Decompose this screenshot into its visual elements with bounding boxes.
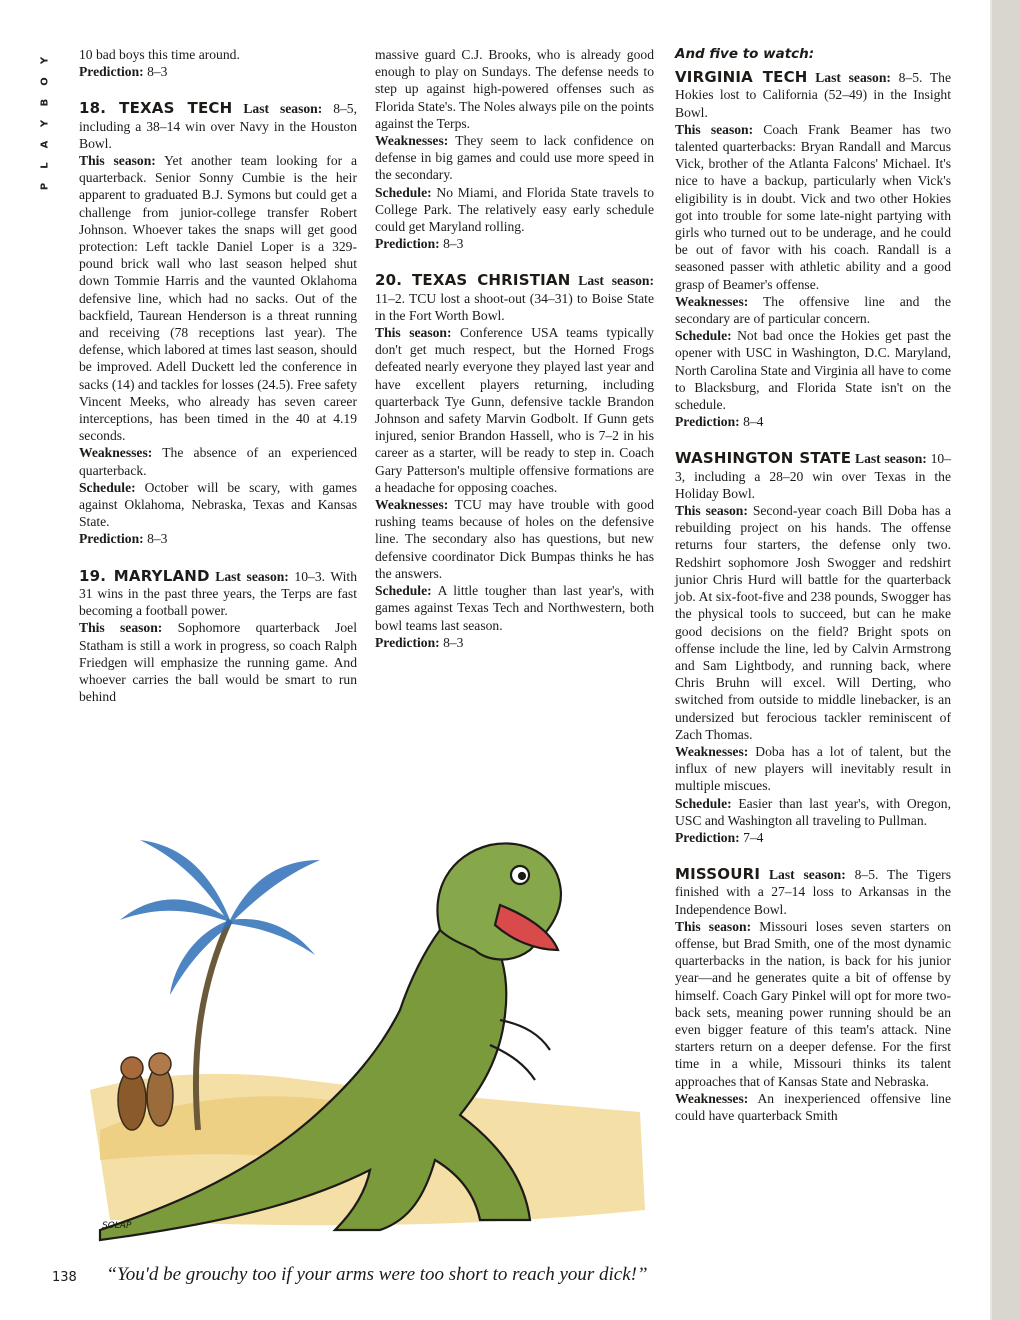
text: 10–3. With 31 wins in the past three years, the Terps are fast becoming a football power. bbox=[79, 568, 357, 619]
text: They seem to lack confidence on defense in big games and could use more speed in the secondary. bbox=[375, 133, 654, 183]
paragraph bbox=[675, 327, 951, 413]
label: This season: bbox=[79, 153, 156, 169]
section-heading: 19. MARYLAND bbox=[79, 566, 210, 585]
paragraph bbox=[79, 479, 357, 531]
text: 8–5. The Hokies lost to California (52–49) in the Insight Bowl. bbox=[675, 70, 951, 120]
text: Sophomore quarterback Joel Statham is still a work in progress, so coach Ralph Friedgen will emphasize the running game. And whoever carries the ball would be smart to run behind bbox=[79, 620, 357, 705]
label: Weaknesses: bbox=[375, 497, 449, 513]
label: Last season: bbox=[760, 867, 846, 883]
text: massive guard C.J. Brooks, who is already good enough to play on Sundays. The defense needs to step up against high-powered offenses such as Florida State's. The Noles always pile on the points against the Terps. bbox=[375, 47, 654, 131]
prediction bbox=[79, 530, 357, 547]
text: Easier than last year's, with Oregon, USC and Washington all traveling to Pullman. bbox=[675, 795, 951, 828]
page-edge-shadow bbox=[990, 0, 992, 1320]
palm-fronds bbox=[120, 840, 320, 995]
section-texas-tech bbox=[79, 100, 357, 152]
dino-arm bbox=[500, 1020, 550, 1050]
text: 8–5. The Tigers finished with a 27–14 loss to Arkansas in the Independence Bowl. bbox=[675, 867, 951, 917]
prediction bbox=[79, 63, 357, 80]
paragraph bbox=[375, 184, 654, 236]
text: 11–2. TCU lost a shoot-out (34–31) to Boise State in the Fort Worth Bowl. bbox=[375, 290, 654, 323]
sidebar-letter: O bbox=[39, 77, 51, 86]
text: No Miami, and Florida State travels to College Park. The relatively easy early schedule could get Maryland rolling. bbox=[375, 184, 654, 235]
label: Prediction: bbox=[675, 829, 740, 845]
label: Last season: bbox=[209, 568, 289, 584]
label: Schedule: bbox=[675, 328, 732, 344]
text: Missouri loses seven starters on offense, but Brad Smith, one of the most dynamic quarterbacks in the nation, is back for his junior year—and he generates quite a bit of offense by himself. Coach Gary Pinkel will opt for more two-back sets, meaning power running should be an even bigger feature of this team's attack. Nine starters return on a deeper defense. For the first time in a while, Missouri thinks its talent approaches that of Kansas State and Nebraska. bbox=[675, 918, 951, 1089]
label: Weaknesses: bbox=[675, 743, 749, 759]
paragraph bbox=[375, 132, 654, 184]
section-heading: 20. TEXAS CHRISTIAN bbox=[375, 271, 571, 290]
text: 8–5, including a 38–14 win over Navy in the Houston Bowl. bbox=[79, 101, 357, 151]
paragraph bbox=[675, 121, 951, 293]
label: Last season: bbox=[851, 451, 927, 467]
text: Conference USA teams typically don't get much respect, but the Horned Frogs defeated nearly everyone they played last year and have excellent players returning, including quarterback Tye Gunn, defensive tackle Brandon Johnson and safety Marvin Godbolt. If Gunn gets injured, senior Brandon Hassell, who is 7–2 in his career as a starter, will be ready to step in. Coach Gary Patterson's multiple offensive formations are a headache for opposing coaches. bbox=[375, 325, 654, 495]
text: 10 bad boys this time around. bbox=[79, 47, 240, 62]
sidebar-letter: Y bbox=[39, 119, 51, 128]
text: An inexperienced offensive line could have quarterback Smith bbox=[675, 1090, 951, 1123]
paragraph bbox=[375, 582, 654, 634]
paragraph bbox=[79, 444, 357, 478]
text: Doba has a lot of talent, but the influx of new players will inevitably result in multiple miscues. bbox=[675, 743, 951, 794]
section-heading: WASHINGTON STATE bbox=[675, 449, 852, 468]
text: TCU may have trouble with good rushing teams because of holes on the defensive line. The secondary also has questions, but new defensive coordinator Dick Bumpas thinks he has the answers. bbox=[375, 497, 654, 581]
text: Not bad once the Hokies get past the opener with USC in Washington, D.C. Maryland, North Carolina State and Virginia all have to come to Blacksburg, and Florida State isn't on the schedule. bbox=[675, 328, 951, 413]
column-2 bbox=[375, 46, 654, 651]
prediction bbox=[675, 829, 951, 846]
label: Prediction: bbox=[79, 531, 144, 547]
sidebar-letter: Y bbox=[39, 56, 51, 65]
section-virginia-tech bbox=[675, 69, 951, 121]
label: This season: bbox=[375, 325, 452, 341]
label: Weaknesses: bbox=[675, 293, 749, 309]
page-edge bbox=[992, 0, 1020, 1320]
magazine-sidebar-label bbox=[36, 50, 54, 197]
label: Last season: bbox=[570, 273, 654, 289]
value: 8–3 bbox=[143, 64, 168, 80]
text: 10–3, including a 28–20 win over Texas in the Holiday Bowl. bbox=[675, 451, 951, 501]
paragraph bbox=[675, 293, 951, 327]
section-texas-christian bbox=[375, 272, 654, 324]
text: Yet another team looking for a quarterback. Senior Sonny Cumbie is the heir apparent to graduated B.J. Symons but could get a challenge from junior-college transfer Robert Johnson. Whoever takes the snaps will get good protection: Left tackle Daniel Loper is a 329-pound brick wall who last season helped shut down Tommie Harris and the vaunted Oklahoma defensive line, which had no sacks. Out of the backfield, Taurean Henderson is a threat running and receiving (78 receptions last year). The defense, which labored at times last season, should be improved. Adell Duckett led the conference in sacks (14) and tackles for losses (24.5). Free safety Vincent Meeks, who already has seven career interceptions, has been timed in the 40 at 4.19 seconds. bbox=[79, 153, 357, 444]
label: Weaknesses: bbox=[375, 133, 449, 149]
section-heading: MISSOURI bbox=[675, 865, 761, 884]
label: This season: bbox=[675, 503, 748, 519]
label: Prediction: bbox=[675, 414, 740, 430]
label: Weaknesses: bbox=[79, 445, 153, 461]
section-heading: VIRGINIA TECH bbox=[675, 68, 808, 87]
prediction bbox=[375, 634, 654, 651]
label: Last season: bbox=[807, 70, 891, 86]
value: 8–4 bbox=[739, 414, 764, 430]
paragraph bbox=[79, 46, 357, 63]
column-1 bbox=[79, 46, 357, 705]
column-3 bbox=[675, 46, 951, 1124]
paragraph bbox=[675, 918, 951, 1090]
paragraph bbox=[375, 324, 654, 496]
label: Schedule: bbox=[375, 184, 432, 200]
cartoon-caption: “You'd be grouchy too if your arms were too short to reach your dick!” bbox=[106, 1264, 648, 1285]
sidebar-letter: P bbox=[39, 182, 51, 191]
five-to-watch-heading: And five to watch: bbox=[675, 46, 815, 62]
label: Schedule: bbox=[675, 795, 732, 811]
label: Prediction: bbox=[79, 64, 144, 80]
text: October will be scary, with games against Oklahoma, Nebraska, Texas and Kansas State. bbox=[79, 479, 357, 530]
section-washington-state bbox=[675, 450, 951, 502]
label: This season: bbox=[675, 918, 752, 934]
artist-signature: SOLAP bbox=[102, 1221, 132, 1231]
text: A little tougher than last year's, with games against Texas Tech and Northwestern, both bowl teams last season. bbox=[375, 583, 654, 633]
prediction bbox=[375, 235, 654, 252]
text: The offensive line and the secondary are of particular concern. bbox=[675, 293, 951, 327]
value: 8–3 bbox=[439, 634, 464, 650]
label: Prediction: bbox=[375, 236, 440, 252]
label: Weaknesses: bbox=[675, 1090, 749, 1106]
label: Schedule: bbox=[79, 479, 136, 495]
section-heading: 18. TEXAS TECH bbox=[79, 99, 233, 118]
paragraph bbox=[79, 619, 357, 705]
prediction bbox=[675, 413, 951, 430]
paragraph bbox=[375, 46, 654, 132]
paragraph bbox=[675, 1090, 951, 1124]
label: This season: bbox=[79, 620, 163, 636]
value: 8–3 bbox=[143, 531, 168, 547]
paragraph bbox=[79, 152, 357, 444]
value: 7–4 bbox=[739, 829, 764, 845]
sidebar-letter: B bbox=[39, 98, 51, 107]
text: Second-year coach Bill Doba has a rebuilding project on his hands. The offense returns four starters, the defense only two. Redshirt sophomore Josh Swogger and redshirt junior Chris Hurd will battle for the quarterback job. At six-foot-five and 238 pounds, Swogger has the physical tools to succeed, but can he make good decisions on the field? Bright spots on offense include the line, led by Calvin Armstrong and Sam Lightbody, and running back, where Chris Bruhn will excel. Will Derting, who switched from outside to middle linebacker, is an undersized but ferocious tackler reminiscent of Zach Thomas. bbox=[675, 503, 951, 742]
paragraph bbox=[675, 743, 951, 795]
paragraph bbox=[675, 502, 951, 743]
label: Last season: bbox=[232, 101, 323, 117]
text: The absence of an experienced quarterback. bbox=[79, 445, 357, 478]
label: This season: bbox=[675, 121, 754, 137]
dinosaur-cartoon-illustration bbox=[80, 800, 660, 1250]
value: 8–3 bbox=[439, 236, 464, 252]
text: Coach Frank Beamer has two talented quarterbacks: Bryan Randall and Marcus Vick, brother of the Atlanta Falcons' Michael. It's nice to have a backup, particularly when Vick's eligibility is in doubt. Vick and two other Hokies got into trouble for some late-night partying with girls who turned out to be underage, and he could be out of favor with his coach. Randall is a seasoned passer with athletic ability and a good grasp of Beamer's offense. bbox=[675, 121, 951, 292]
label: Prediction: bbox=[375, 634, 440, 650]
sidebar-letter: A bbox=[39, 140, 51, 149]
label: Schedule: bbox=[375, 583, 432, 599]
sidebar-letter: L bbox=[39, 162, 51, 169]
page-number: 138 bbox=[52, 1270, 77, 1285]
section-maryland bbox=[79, 568, 357, 620]
paragraph bbox=[375, 496, 654, 582]
section-missouri bbox=[675, 866, 951, 918]
paragraph bbox=[675, 795, 951, 829]
